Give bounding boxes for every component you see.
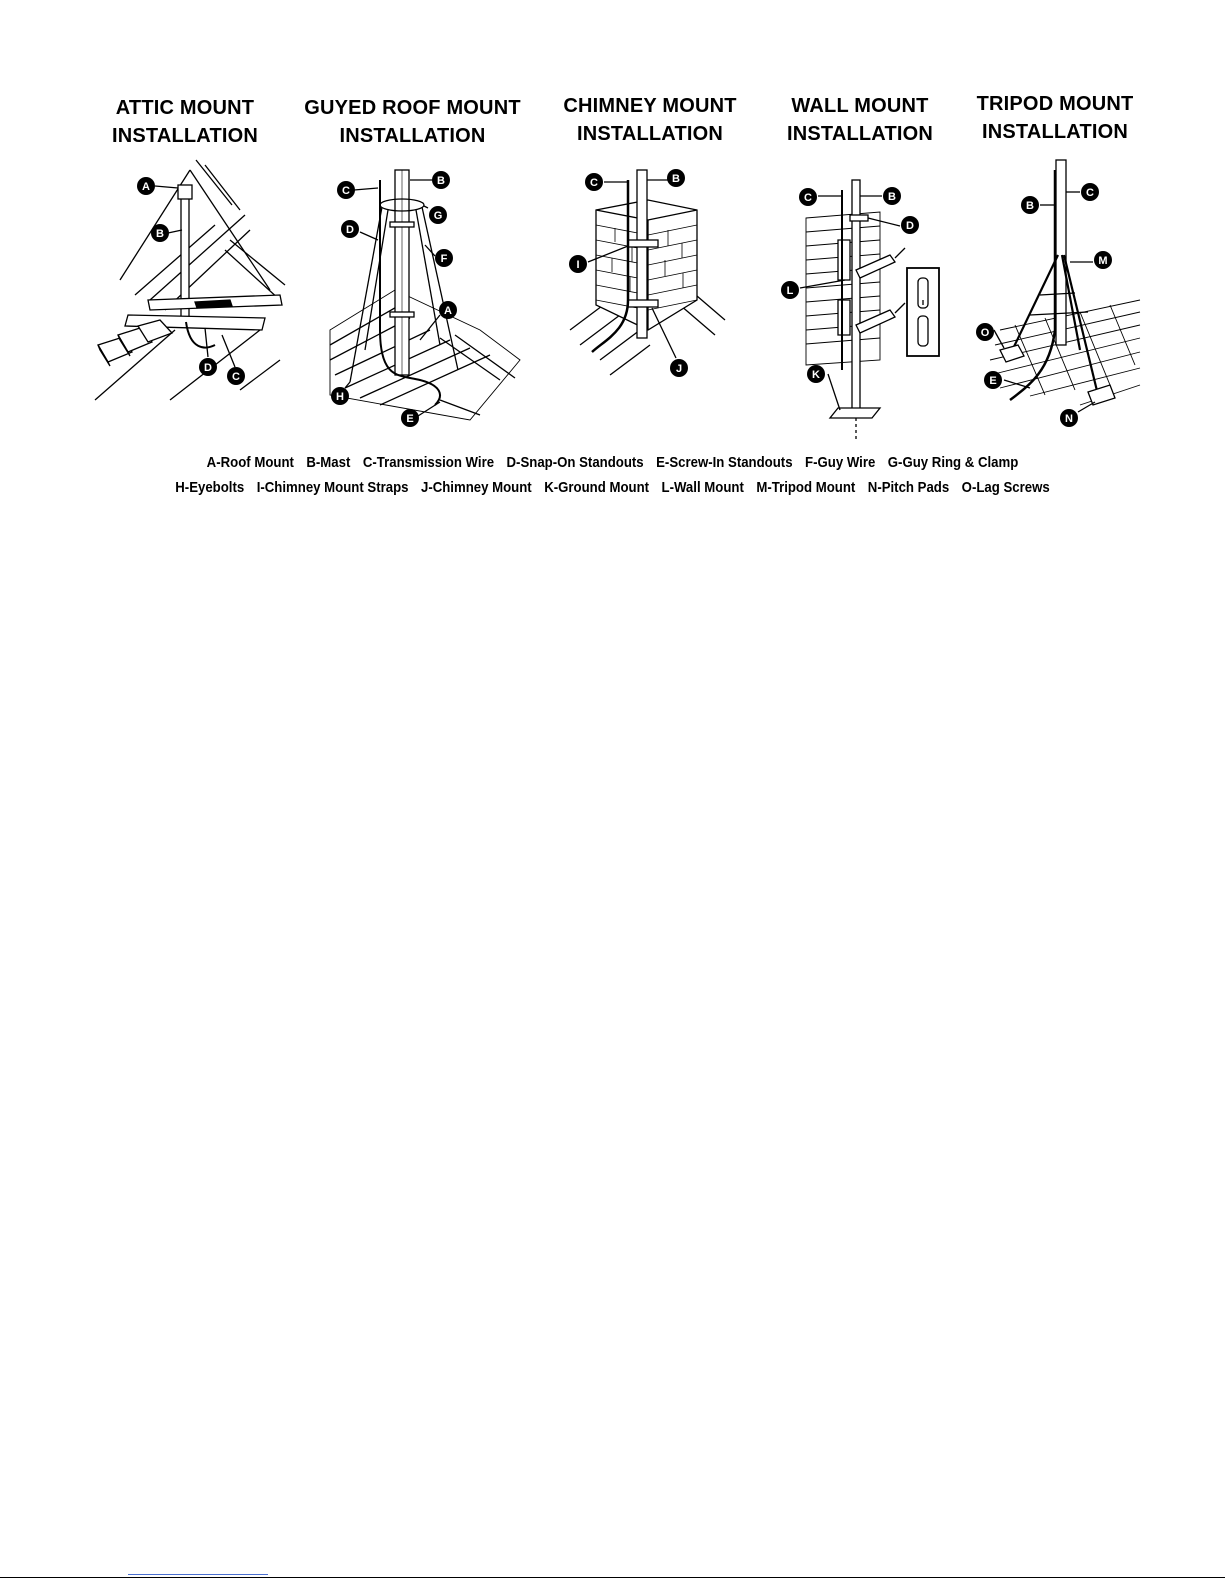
callout-letter: E — [989, 375, 997, 387]
title-line-2: INSTALLATION — [111, 125, 259, 147]
callout-guyed-a — [439, 301, 457, 319]
callout-letter: B — [437, 175, 445, 187]
callout-letter: I — [576, 259, 580, 271]
title-line-1: ATTIC MOUNT — [115, 97, 255, 119]
attic-mount-illustration — [95, 160, 285, 400]
callout-letter: J — [675, 363, 683, 375]
callout-wall-b — [883, 187, 901, 205]
callout-letter: D — [346, 224, 354, 236]
callout-letter: A — [142, 181, 150, 193]
callout-tripod-n — [1060, 409, 1078, 427]
callout-chimney-c — [585, 173, 603, 191]
legend-item: I-Chimney Mount Straps — [256, 479, 409, 496]
callout-guyed-e — [401, 409, 419, 427]
callout-tripod-c — [1081, 183, 1099, 201]
title-line-2: INSTALLATION — [981, 121, 1129, 143]
callout-letter: N — [1065, 413, 1073, 425]
title-line-1: CHIMNEY MOUNT — [563, 95, 737, 117]
callout-wall-k — [807, 365, 825, 383]
callout-letter: B — [672, 173, 680, 185]
title-line-1: TRIPOD MOUNT — [976, 93, 1134, 115]
callout-letter: D — [204, 362, 212, 374]
title-line-2: INSTALLATION — [786, 123, 934, 145]
callout-guyed-c — [337, 181, 355, 199]
callout-attic-c — [227, 367, 245, 385]
callout-guyed-h — [331, 387, 349, 405]
legend-item: K-Ground Mount — [544, 479, 650, 496]
legend-item: N-Pitch Pads — [867, 479, 950, 496]
callout-letter: M — [1098, 255, 1108, 267]
callout-guyed-f — [435, 249, 453, 267]
callout-tripod-e — [984, 371, 1002, 389]
legend-item: M-Tripod Mount — [756, 479, 856, 496]
callout-letter: E — [406, 413, 414, 425]
callout-letter: G — [433, 210, 443, 222]
legend-item: D-Snap-On Standouts — [506, 454, 644, 471]
callout-attic-a — [137, 177, 155, 195]
callout-chimney-i — [569, 255, 587, 273]
footer-rule — [0, 1577, 1225, 1578]
callout-guyed-b — [432, 171, 450, 189]
legend-item: G-Guy Ring & Clamp — [887, 454, 1019, 471]
chimney-mount-illustration — [570, 170, 725, 375]
callout-wall-c — [799, 188, 817, 206]
callout-letter: O — [980, 327, 990, 339]
callout-letter: H — [336, 391, 344, 403]
callout-letter: B — [156, 228, 164, 240]
callout-letter: F — [440, 253, 448, 265]
callout-letter: C — [342, 185, 350, 197]
callout-guyed-d — [341, 220, 359, 238]
title-line-2: INSTALLATION — [339, 125, 486, 147]
title-line-1: WALL MOUNT — [791, 95, 929, 117]
callout-guyed-g — [429, 206, 447, 224]
callout-attic-b — [151, 224, 169, 242]
callout-letter: D — [906, 220, 914, 232]
callout-chimney-j — [670, 359, 688, 377]
parts-legend-row-2 — [74, 479, 1152, 496]
callout-letter: B — [1026, 200, 1034, 212]
callout-letter: B — [888, 191, 896, 203]
legend-item: E-Screw-In Standouts — [656, 454, 793, 471]
wall-mount-illustration — [800, 180, 939, 440]
legend-item: F-Guy Wire — [805, 454, 876, 471]
legend-item: O-Lag Screws — [961, 479, 1050, 496]
guyed-roof-mount-illustration — [330, 170, 520, 420]
legend-item: A-Roof Mount — [206, 454, 294, 471]
callout-wall-l — [781, 281, 799, 299]
callout-tripod-b — [1021, 196, 1039, 214]
legend-item: H-Eyebolts — [175, 479, 245, 496]
legend-item: C-Transmission Wire — [362, 454, 495, 471]
legend-item: B-Mast — [306, 454, 351, 471]
legend-item: L-Wall Mount — [661, 479, 744, 496]
callout-letter: C — [804, 192, 812, 204]
callout-letter: L — [786, 285, 794, 297]
callout-chimney-b — [667, 169, 685, 187]
tripod-mount-illustration — [990, 160, 1140, 412]
callout-letter: K — [812, 369, 820, 381]
installation-illustrations — [0, 0, 1225, 440]
parts-legend-row-1 — [74, 454, 1152, 471]
footer-link-underline[interactable] — [128, 1574, 268, 1575]
callout-tripod-m — [1094, 251, 1112, 269]
title-line-1: GUYED ROOF MOUNT — [304, 97, 521, 119]
callout-letter: C — [232, 371, 240, 383]
legend-item: J-Chimney Mount — [420, 479, 532, 496]
callout-attic-d — [199, 358, 217, 376]
callout-letter: A — [444, 305, 452, 317]
callout-letter: C — [1086, 187, 1094, 199]
title-line-2: INSTALLATION — [576, 123, 724, 145]
callout-letter: C — [590, 177, 598, 189]
callout-tripod-o — [976, 323, 994, 341]
callout-wall-d — [901, 216, 919, 234]
